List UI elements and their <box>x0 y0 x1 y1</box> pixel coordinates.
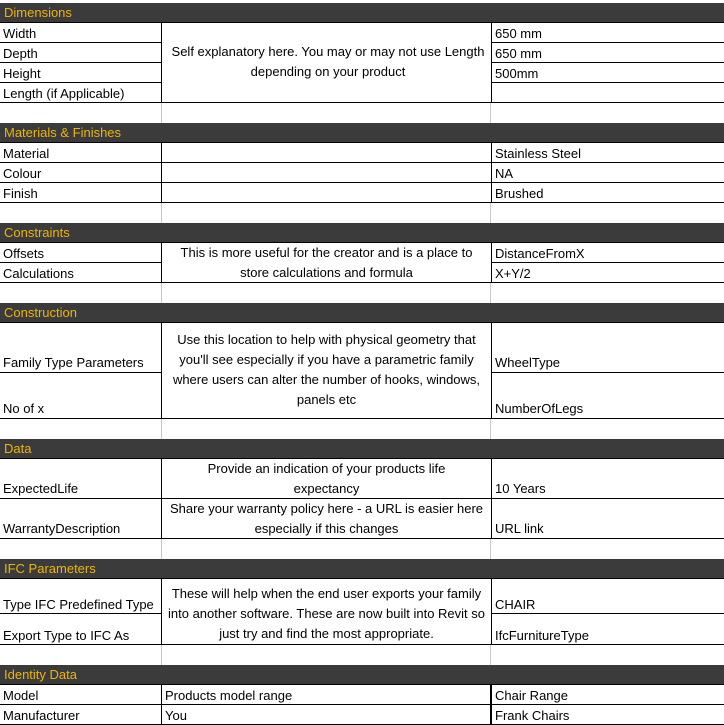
section-header-ifc-parameters[interactable]: IFC Parameters <box>0 559 724 579</box>
cell-note-construction[interactable]: Use this location to help with physical geometry that you'll see especially if you have a parametric family where users can alter the number of hooks, windows, panels etc <box>162 323 491 419</box>
cell-value-material[interactable]: Stainless Steel <box>491 143 724 163</box>
empty-row[interactable] <box>0 203 724 224</box>
section-header-construction[interactable]: Construction <box>0 303 724 323</box>
section-header-materials[interactable]: Materials & Finishes <box>0 123 724 143</box>
cell-value-colour[interactable]: NA <box>491 163 724 183</box>
cell-label-finish[interactable]: Finish <box>0 183 162 203</box>
cell-label-calculations[interactable]: Calculations <box>0 263 162 283</box>
cell-value-export-type-to-ifc[interactable]: IfcFurnitureType <box>491 614 724 645</box>
empty-row[interactable] <box>0 645 724 666</box>
cell-label-length[interactable]: Length (if Applicable) <box>0 83 162 103</box>
cell-label-family-type-parameters[interactable]: Family Type Parameters <box>0 323 162 373</box>
cell-value-model[interactable]: Chair Range <box>491 685 724 705</box>
empty-row[interactable] <box>0 283 724 304</box>
cell-note-warranty[interactable]: Share your warranty policy here - a URL is easier here especially if this changes <box>162 499 491 539</box>
cell-label-width[interactable]: Width <box>0 23 162 43</box>
cell-empty[interactable] <box>162 163 491 183</box>
cell-note-model[interactable]: Products model range <box>162 685 491 705</box>
cell-value-manufacturer[interactable]: Frank Chairs <box>491 705 724 725</box>
cell-label-colour[interactable]: Colour <box>0 163 162 183</box>
section-header-data[interactable]: Data <box>0 439 724 459</box>
empty-row[interactable] <box>0 539 724 560</box>
cell-value-expected-life[interactable]: 10 Years <box>491 459 724 499</box>
cell-empty[interactable] <box>162 183 491 203</box>
cell-value-warranty-description[interactable]: URL link <box>491 499 724 539</box>
cell-value-type-ifc-predefined-type[interactable]: CHAIR <box>491 579 724 614</box>
section-header-identity-data[interactable]: Identity Data <box>0 665 724 685</box>
cell-label-depth[interactable]: Depth <box>0 43 162 63</box>
section-header-dimensions[interactable]: Dimensions <box>0 3 724 23</box>
cell-label-export-type-to-ifc[interactable]: Export Type to IFC As <box>0 614 162 645</box>
cell-value-width[interactable]: 650 mm <box>491 23 724 43</box>
cell-note-dimensions[interactable]: Self explanatory here. You may or may not use Length depending on your product <box>162 23 491 103</box>
cell-note-manufacturer[interactable]: You <box>162 705 491 725</box>
cell-label-manufacturer[interactable]: Manufacturer <box>0 705 162 725</box>
cell-label-model[interactable]: Model <box>0 685 162 705</box>
cell-value-finish[interactable]: Brushed <box>491 183 724 203</box>
cell-label-no-of-x[interactable]: No of x <box>0 373 162 419</box>
cell-value-height[interactable]: 500mm <box>491 63 724 83</box>
cell-value-depth[interactable]: 650 mm <box>491 43 724 63</box>
empty-row[interactable] <box>0 419 724 440</box>
cell-value-offsets[interactable]: DistanceFromX <box>491 243 724 263</box>
cell-label-material[interactable]: Material <box>0 143 162 163</box>
cell-value-length[interactable] <box>491 83 724 103</box>
cell-note-constraints[interactable]: This is more useful for the creator and is a place to store calculations and formula <box>162 243 491 283</box>
cell-label-type-ifc-predefined-type[interactable]: Type IFC Predefined Type <box>0 579 162 614</box>
cell-label-height[interactable]: Height <box>0 63 162 83</box>
empty-row[interactable] <box>0 103 724 124</box>
cell-note-expected-life[interactable]: Provide an indication of your products life expectancy <box>162 459 491 499</box>
cell-value-family-type-parameters[interactable]: WheelType <box>491 323 724 373</box>
cell-empty[interactable] <box>162 143 491 163</box>
section-header-constraints[interactable]: Constraints <box>0 223 724 243</box>
cell-value-no-of-x[interactable]: NumberOfLegs <box>491 373 724 419</box>
cell-label-expected-life[interactable]: ExpectedLife <box>0 459 162 499</box>
cell-note-ifc[interactable]: These will help when the end user exports your family into another software. These are now built into Revit so just try and find the most appropriate. <box>162 579 491 645</box>
cell-label-warranty-description[interactable]: WarrantyDescription <box>0 499 162 539</box>
cell-label-offsets[interactable]: Offsets <box>0 243 162 263</box>
cell-value-calculations[interactable]: X+Y/2 <box>491 263 724 283</box>
